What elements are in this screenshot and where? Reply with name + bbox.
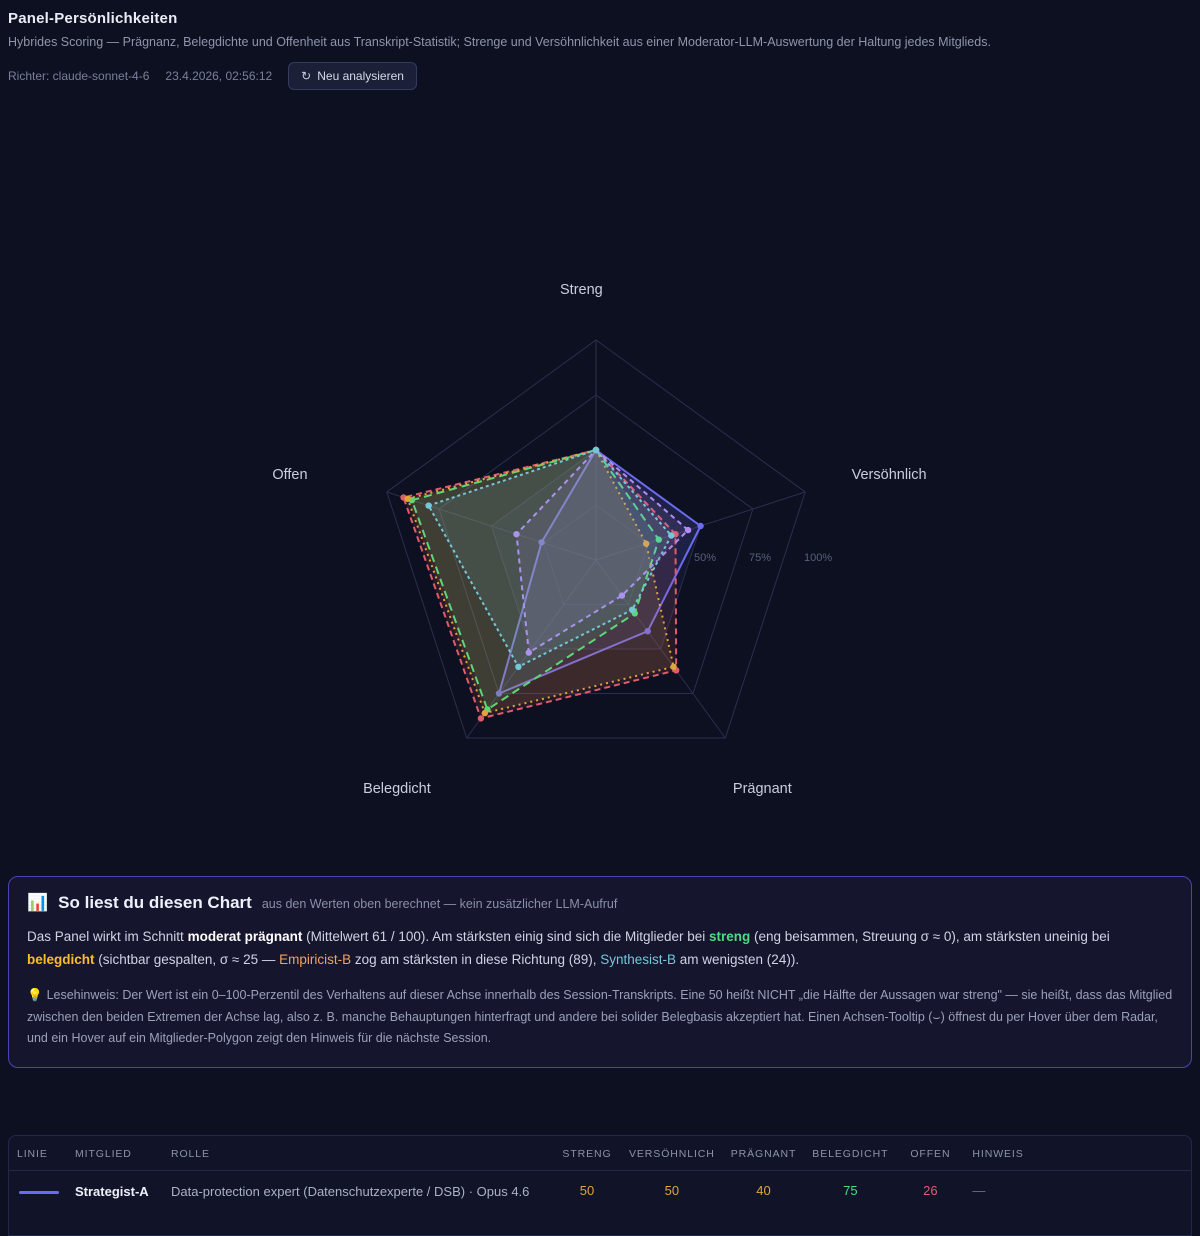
col-hinweis: HINWEIS [964, 1136, 1191, 1171]
cell-member: Strategist-A [75, 1184, 149, 1199]
col-linie: LINIE [9, 1136, 67, 1171]
cell-belegdicht: 75 [843, 1183, 858, 1198]
explainer-subtitle: aus den Werten oben berechnet — kein zusätzlicher LLM-Aufruf [261, 897, 618, 911]
ring-label-75: 75% [749, 552, 772, 565]
ring-label-50: 50% [694, 552, 717, 565]
explainer-text-1: Das Panel wirkt im Schnitt [27, 929, 188, 944]
explainer-card [8, 876, 1192, 1068]
cell-hinweis: — [972, 1183, 986, 1198]
col-versoehnlich: VERSÖHNLICH [621, 1136, 723, 1171]
cell-praegnant: 40 [756, 1183, 771, 1198]
explainer-member-empiricist: Empiricist-B [279, 952, 352, 968]
explainer-member-synthesist: Synthesist-B [600, 952, 677, 968]
table-row[interactable] [9, 1171, 1191, 1214]
explainer-title: So liest du diesen Chart [58, 893, 252, 912]
col-streng: STRENG [553, 1136, 621, 1171]
axis-label-offen: Offen [272, 466, 308, 483]
radar-svg[interactable] [0, 90, 1200, 830]
judge-label: Richter: claude-sonnet-4-6 [8, 69, 150, 84]
col-belegdicht: BELEGDICHT [804, 1136, 896, 1171]
page-subtitle: Hybrides Scoring — Prägnanz, Belegdichte und Offenheit aus Transkript-Statistik; Strenge und Versöhnlichkeit aus einer Moderator-LLM-Auswertung der Haltung jedes Mitglieds. [8, 35, 991, 49]
reanalyze-button[interactable] [288, 62, 417, 90]
axis-label-versoehnlich: Versöhnlich [851, 466, 927, 483]
page-title: Panel-Persönlichkeiten [8, 10, 178, 27]
reanalyze-label: Neu analysieren [317, 69, 404, 84]
lightbulb-icon: 💡 [27, 988, 43, 1003]
explainer-text-2: (Mittelwert 61 / 100). Am stärksten einig sind sich die Mitglieder bei [302, 929, 710, 944]
cell-streng: 50 [579, 1183, 595, 1198]
explainer-text-6: am wenigsten (24)). [676, 952, 800, 968]
col-praegnant: PRÄGNANT [723, 1136, 805, 1171]
cell-versoehnlich: 50 [664, 1183, 680, 1198]
refresh-icon: ↻ [301, 69, 312, 84]
page-header [0, 0, 1200, 90]
explainer-header [27, 893, 1173, 913]
explainer-note [27, 985, 1173, 1049]
axis-label-belegdicht: Belegdicht [363, 780, 431, 797]
explainer-bold-1: moderat prägnant [187, 929, 303, 944]
axis-label-praegnant: Prägnant [732, 780, 792, 797]
ring-label-100: 100% [804, 552, 833, 565]
explainer-text-3: (eng beisammen, Streuung σ ≈ 0), am stärksten uneinig bei [750, 929, 1110, 944]
explainer-body [27, 925, 1173, 971]
explainer-note-text: Lesehinweis: Der Wert ist ein 0–100-Perzentil des Verhaltens auf dieser Achse innerhalb des Session-Transkripts. Eine 50 heißt NICHT „die Hälfte der Aussagen war streng" — sie heißt, dass das Mitglied zwischen den beiden Extremen der Achse lag, also z. B. manche Behauptungen hinterfragt und andere bei solider Belegbasis akzeptiert hat. Einen Achsen-Tooltip (⌣) öffnest du per Hover über dem Radar, und ein Hover auf ein Mitglieder-Polygon zeigt den Hinweis für die nächste Session. [27, 988, 1173, 1045]
members-table [8, 1135, 1192, 1236]
timestamp-label: 23.4.2026, 02:56:12 [165, 69, 273, 84]
ring-label-25: 25% [639, 552, 662, 565]
series-color-swatch [19, 1191, 59, 1194]
cell-offen: 26 [923, 1183, 938, 1198]
col-mitglied: MITGLIED [67, 1136, 163, 1171]
cell-role: Data-protection expert (Datenschutzexperte / DSB) · Opus 4.6 [171, 1184, 530, 1199]
table-header-row [9, 1136, 1191, 1171]
meta-row [8, 62, 1192, 90]
explainer-highlight-streng: streng [709, 929, 751, 944]
explainer-highlight-belegdicht: belegdicht [27, 952, 95, 968]
radar-chart[interactable] [0, 90, 1200, 830]
col-offen: OFFEN [896, 1136, 964, 1171]
line-swatch-cell [9, 1171, 67, 1214]
explainer-text-5: zog am stärksten in diese Richtung (89), [351, 952, 601, 968]
bar-chart-icon: 📊 [27, 893, 49, 912]
col-rolle: ROLLE [163, 1136, 553, 1171]
axis-label-streng: Streng [560, 281, 603, 298]
explainer-text-4: (sichtbar gespalten, σ ≈ 25 — [94, 952, 280, 968]
